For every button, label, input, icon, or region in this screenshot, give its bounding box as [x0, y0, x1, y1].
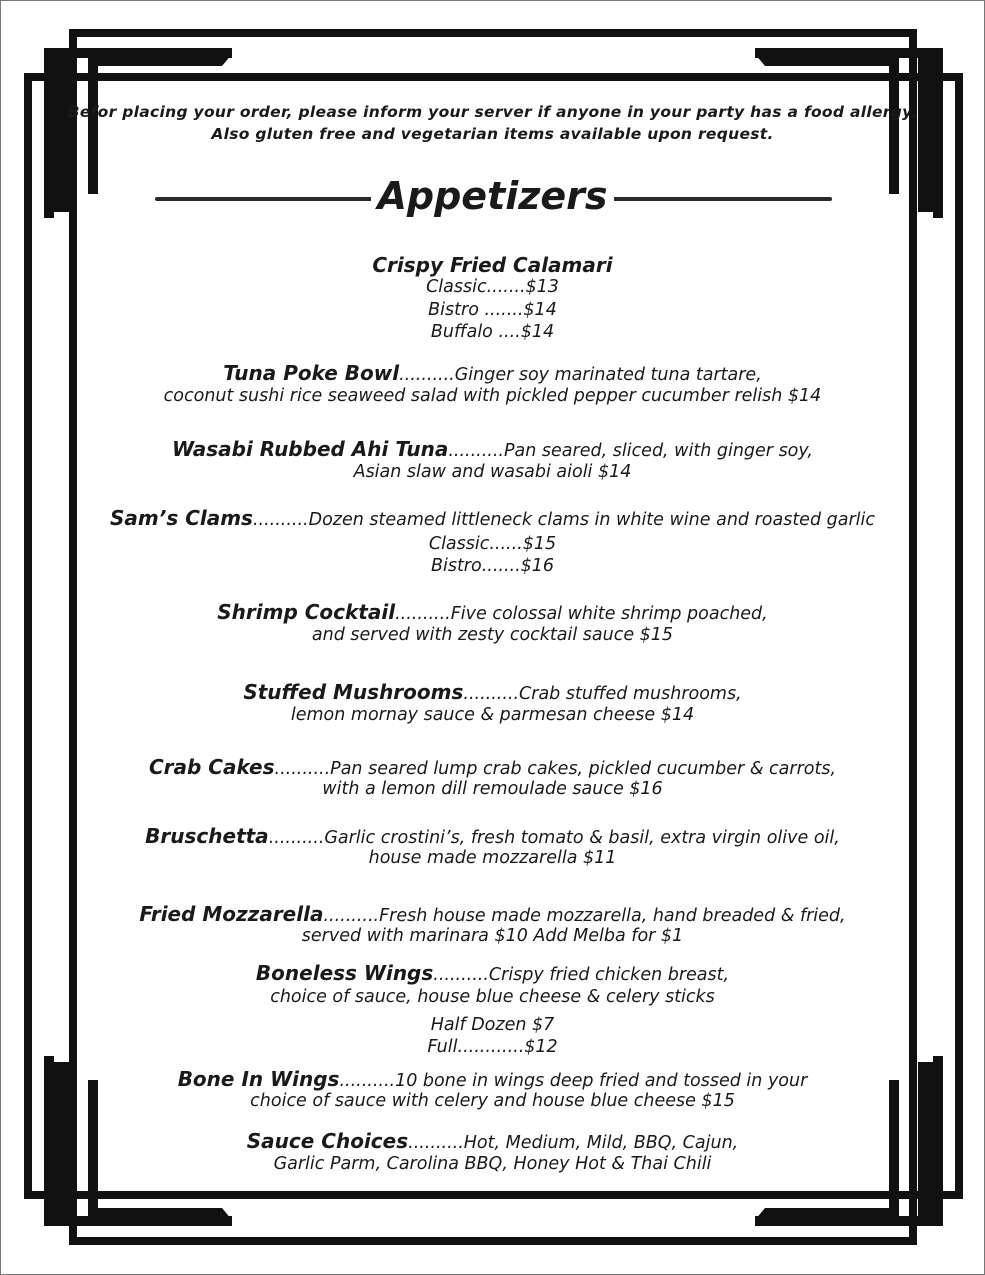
menu-item-boneless-wings — [0, 962, 985, 987]
item-description-cont: choice of sauce with celery and house blue cheese $15 — [250, 1091, 735, 1111]
item-name: Tuna Poke Bowl — [223, 361, 400, 385]
item-description-cont: house made mozzarella $11 — [368, 848, 617, 868]
item-description: ..........Five colossal white shrimp poached, — [395, 604, 768, 624]
menu-item-calamari — [0, 254, 985, 279]
menu-item-fried-mozzarella — [0, 903, 985, 928]
menu-item-crab-cakes — [0, 756, 985, 781]
item-name: Shrimp Cocktail — [217, 600, 396, 624]
item-variant: Bistro .......$14 — [428, 300, 557, 320]
item-description-cont: and served with zesty cocktail sauce $15 — [311, 625, 674, 645]
menu-item-tuna-poke-bowl — [0, 362, 985, 387]
item-description-cont: Asian slaw and wasabi aioli $14 — [353, 462, 632, 482]
item-description: ..........Fresh house made mozzarella, hand breaded & fried, — [323, 906, 846, 926]
item-variant: Bistro.......$16 — [430, 556, 555, 576]
menu-item-ahi-tuna — [0, 438, 985, 463]
menu-item-bruschetta — [0, 825, 985, 850]
menu-item-shrimp-cocktail — [0, 601, 985, 626]
allergy-notice: Befor placing your order, please inform your server if anyone in your party has a food allergy. — [67, 103, 918, 121]
item-variant: Buffalo ....$14 — [430, 322, 555, 342]
item-name: Crispy Fried Calamari — [372, 253, 613, 277]
item-name: Sauce Choices — [246, 1129, 409, 1153]
menu-item-sauce-choices — [0, 1130, 985, 1155]
item-description-cont: lemon mornay sauce & parmesan cheese $14 — [290, 705, 695, 725]
section-title-text: Appetizers — [371, 174, 613, 218]
item-description-cont: choice of sauce, house blue cheese & celery sticks — [270, 987, 715, 1007]
item-description: ..........Ginger soy marinated tuna tartare, — [399, 365, 762, 385]
item-description-cont: coconut sushi rice seaweed salad with pickled pepper cucumber relish $14 — [163, 386, 822, 406]
item-description: ..........Crispy fried chicken breast, — [433, 965, 730, 985]
item-description: ..........Dozen steamed littleneck clams in white wine and roasted garlic — [252, 510, 875, 530]
item-description: ..........Pan seared lump crab cakes, pickled cucumber & carrots, — [274, 759, 837, 779]
item-name: Bone In Wings — [177, 1067, 340, 1091]
section-title — [0, 174, 985, 218]
item-description: ..........Hot, Medium, Mild, BBQ, Cajun, — [408, 1133, 739, 1153]
item-description-cont: with a lemon dill remoulade sauce $16 — [322, 779, 663, 799]
item-variant: Half Dozen $7 — [430, 1015, 555, 1035]
item-description-cont: Garlic Parm, Carolina BBQ, Honey Hot & Thai Chili — [273, 1154, 712, 1174]
menu-item-stuffed-mushrooms — [0, 681, 985, 706]
item-description-cont: served with marinara $10 Add Melba for $1 — [301, 926, 684, 946]
item-description: ..........Crab stuffed mushrooms, — [463, 684, 742, 704]
item-variant: Classic.......$13 — [426, 277, 559, 297]
item-name: Stuffed Mushrooms — [243, 680, 464, 704]
item-name: Boneless Wings — [255, 961, 434, 985]
item-description: ..........Pan seared, sliced, with ginger soy, — [448, 441, 813, 461]
menu-item-bone-in-wings — [0, 1068, 985, 1093]
item-name: Bruschetta — [145, 824, 269, 848]
item-name: Wasabi Rubbed Ahi Tuna — [172, 437, 449, 461]
item-variant: Full............$12 — [427, 1037, 558, 1057]
item-name: Crab Cakes — [148, 755, 275, 779]
item-variant: Classic......$15 — [428, 534, 557, 554]
item-name: Fried Mozzarella — [139, 902, 324, 926]
item-description: ..........Garlic crostini’s, fresh tomato & basil, extra virgin olive oil, — [268, 828, 840, 848]
item-name: Sam’s Clams — [109, 506, 253, 530]
item-description: ..........10 bone in wings deep fried and tossed in your — [339, 1071, 808, 1091]
gluten-free-notice: Also gluten free and vegetarian items available upon request. — [211, 125, 774, 143]
menu-item-sams-clams — [0, 507, 985, 532]
